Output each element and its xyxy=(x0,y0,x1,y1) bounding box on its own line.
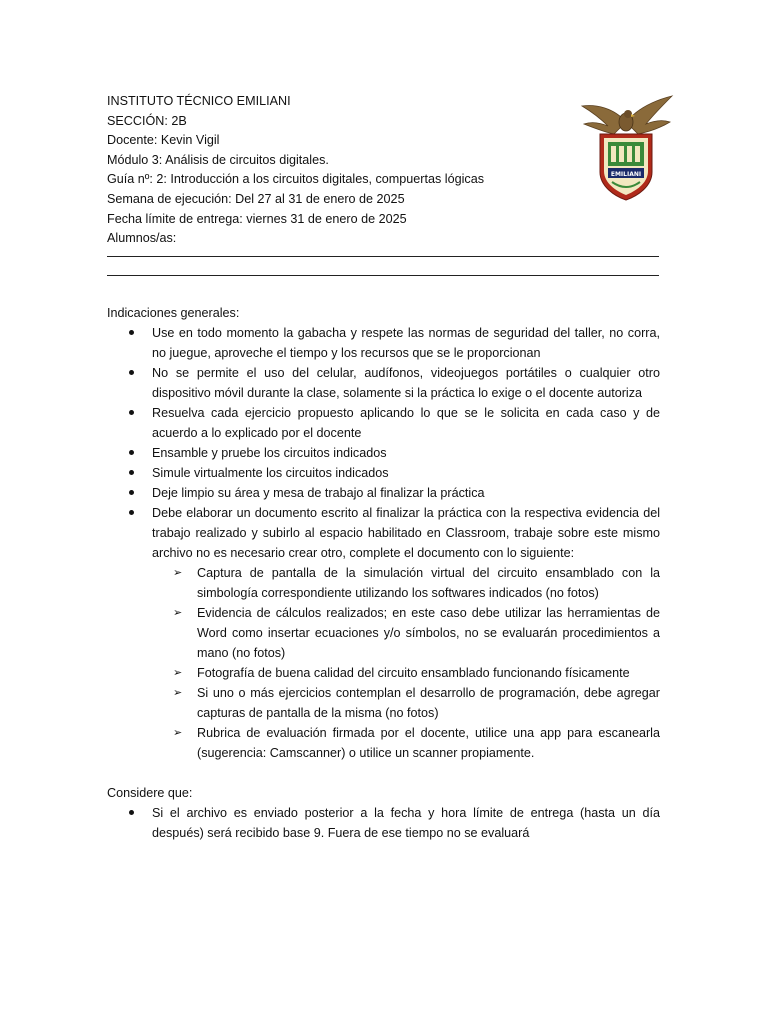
students-label: Alumnos/as: xyxy=(107,231,177,246)
list-item: Use en todo momento la gabacha y respete las normas de seguridad del taller, no corra, no juegue, aproveche el tiempo y los recursos que se le proporcionan xyxy=(107,323,660,363)
guide-line: Guía nº: 2: Introducción a los circuitos digitales, compuertas lógicas xyxy=(107,172,485,187)
logo-text: EMILIANI xyxy=(610,171,642,178)
indications-list xyxy=(107,323,660,563)
sublist-item: ➢ Si uno o más ejercicios contemplan el desarrollo de programación, debe agregar capturas de pantalla de la misma (no fotos) xyxy=(107,683,660,723)
blank-line-2[interactable] xyxy=(107,275,659,276)
module-line: Módulo 3: Análisis de circuitos digitales. xyxy=(107,152,329,167)
requirements-sublist xyxy=(107,563,660,763)
list-item: Deje limpio su área y mesa de trabajo al finalizar la práctica xyxy=(107,483,660,503)
list-item: Simule virtualmente los circuitos indicados xyxy=(107,463,660,483)
sublist-item: ➢ Rubrica de evaluación firmada por el docente, utilice una app para escanearla (sugerencia: Camscanner) o utilice un scanner propiamente. xyxy=(107,723,660,763)
consider-list xyxy=(107,803,660,843)
consider-title: Considere que: xyxy=(107,786,193,800)
section-line: SECCIÓN: 2B xyxy=(107,113,187,128)
week-line: Semana de ejecución: Del 27 al 31 de enero de 2025 xyxy=(107,191,405,206)
blank-line-1[interactable] xyxy=(107,256,659,257)
list-item: Resuelva cada ejercicio propuesto aplicando lo que se le solicita en cada caso y de acuerdo a lo explicado por el docente xyxy=(107,403,660,443)
document-header xyxy=(107,92,577,249)
sublist-item: ➢ Fotografía de buena calidad del circuito ensamblado funcionando físicamente xyxy=(107,663,660,683)
school-logo xyxy=(578,92,674,204)
list-item: No se permite el uso del celular, audífonos, videojuegos portátiles o cualquier otro dispositivo móvil durante la clase, solamente si la práctica lo exige o el docente autoriza xyxy=(107,363,660,403)
deadline-line: Fecha límite de entrega: viernes 31 de enero de 2025 xyxy=(107,211,407,226)
sublist-item: ➢ Evidencia de cálculos realizados; en este caso debe utilizar las herramientas de Word como insertar ecuaciones y/o símbolos, no se evaluarán procedimientos a mano (no fotos) xyxy=(107,603,660,663)
indications-title: Indicaciones generales: xyxy=(107,306,240,320)
teacher-line: Docente: Kevin Vigil xyxy=(107,133,220,148)
institution-name: INSTITUTO TÉCNICO EMILIANI xyxy=(107,94,291,108)
students-blank-lines[interactable] xyxy=(107,256,659,294)
list-item: Ensamble y pruebe los circuitos indicados xyxy=(107,443,660,463)
list-item: Si el archivo es enviado posterior a la fecha y hora límite de entrega (hasta un día después) será recibido base 9. Fuera de ese tiempo no se evaluará xyxy=(107,803,660,843)
sublist-item: ➢ Captura de pantalla de la simulación virtual del circuito ensamblado con la simbología correspondiente utilizando los softwares indicados (no fotos) xyxy=(107,563,660,603)
list-item: Debe elaborar un documento escrito al finalizar la práctica con la respectiva evidencia del trabajo realizado y subirlo al espacio habilitado en Classroom, trabaje sobre este mismo archivo no es necesario crear otro, complete el documento con lo siguiente: xyxy=(107,503,660,563)
document-body xyxy=(107,303,660,843)
